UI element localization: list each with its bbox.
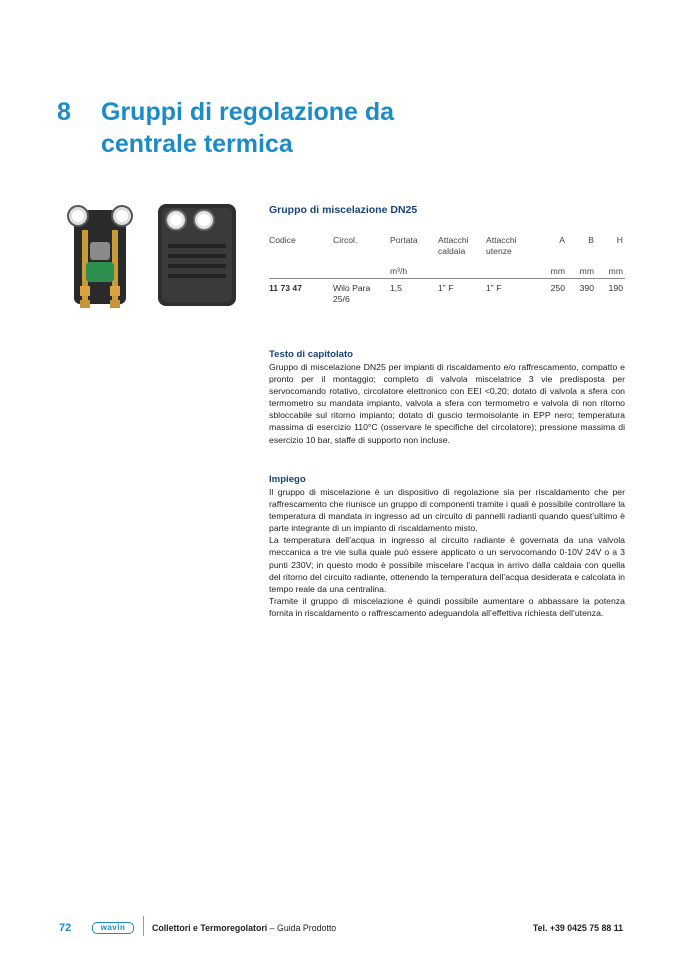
impiego-heading: Impiego bbox=[269, 474, 306, 485]
cell-circol: Wilo Para 25/6 bbox=[333, 283, 371, 304]
impiego-paragraph: Il gruppo di miscelazione è un dispositivo di regolazione sia per riscaldamento che per raffrescamento che riunisce un gruppo di componenti tramite i quali è possibile controllare la temperatura di mandata in ingresso ad un circuito di pannelli radianti quando quest’ultimo è parte integrante di un impianto di riscaldamento misto. bbox=[269, 487, 625, 534]
unit-a: mm bbox=[550, 266, 565, 276]
header-portata: Portata bbox=[390, 235, 418, 245]
cell-codice: 11 73 47 bbox=[269, 283, 302, 293]
product-images bbox=[64, 200, 244, 312]
capitolato-section bbox=[269, 349, 625, 446]
footer-divider bbox=[143, 916, 144, 936]
chapter-heading bbox=[57, 96, 421, 160]
cell-attacchi-utenze: 1" F bbox=[486, 283, 502, 293]
phone-number: Tel. +39 0425 75 88 11 bbox=[532, 923, 623, 933]
header-codice: Codice bbox=[269, 235, 296, 245]
guide-title-rest: – Guida Prodotto bbox=[267, 923, 337, 933]
capitolato-heading: Testo di capitolato bbox=[269, 349, 354, 360]
product-title: Gruppo di miscelazione DN25 bbox=[269, 204, 418, 216]
unit-b: mm bbox=[579, 266, 594, 276]
chapter-title: Gruppi di regolazione da centrale termica bbox=[101, 98, 395, 158]
impiego-paragraph: La temperatura dell’acqua in ingresso al circuito radiante è governata da una valvola meccanica a tre vie sulla quale può essere applicato o un servocomando 0-10V 24V o a 3 punti 230V; in questo modo è possibile miscelare l’acqua in arrivo dalla caldaia con quella del ritorno del circuito radiante, ottenendo la temperatura dell’acqua desiderata e calcolata in tempo reale da una centralina. bbox=[269, 535, 625, 594]
cell-portata: 1,5 bbox=[390, 283, 402, 293]
impiego-section bbox=[269, 474, 625, 619]
chapter-number: 8 bbox=[57, 98, 71, 126]
capitolato-text: Gruppo di miscelazione DN25 per impianti di riscaldamento e/o raffrescamento, compatto e pronto per il montaggio; completo di valvola miscelatrice 3 vie predisposta per servocomando rotativo, circolatore elettronico con EEI <0,20; dotato di valvola a sfera con termometro su mandata impianto, valvola a sfera con termometro e valvola di non ritorno sbloccabile sul ritorno impianto; dotato di guscio termoisolante in EPP nero; temperatura massima di esercizio 110°C (osservare le specifiche del circolatore); pressione massima di esercizio 10 bar, staffe di supporto non incluse. bbox=[269, 362, 625, 445]
wavin-logo: wavin bbox=[92, 922, 134, 934]
unit-portata: m³/h bbox=[390, 266, 408, 276]
table-divider bbox=[269, 278, 625, 279]
header-attacchi-utenze: Attacchi utenze bbox=[486, 235, 517, 256]
guide-title bbox=[152, 923, 336, 933]
header-b: B bbox=[588, 235, 594, 245]
header-attacchi-caldaia: Attacchi caldaia bbox=[438, 235, 469, 256]
guide-title-bold: Collettori e Termoregolatori bbox=[152, 923, 268, 933]
header-a: A bbox=[559, 235, 565, 245]
header-circol: Circol. bbox=[333, 235, 358, 245]
cell-attacchi-caldaia: 1" F bbox=[438, 283, 454, 293]
unit-h: mm bbox=[608, 266, 623, 276]
cell-h: 190 bbox=[608, 283, 623, 293]
cell-b: 390 bbox=[579, 283, 594, 293]
cell-a: 250 bbox=[550, 283, 565, 293]
mixing-group-insulated-image bbox=[154, 200, 240, 310]
header-h: H bbox=[616, 235, 623, 245]
mixing-group-open-image bbox=[64, 200, 136, 310]
impiego-paragraph: Tramite il gruppo di miscelazione è quindi possibile aumentare o abbassare la potenza fornita in riscaldamento o raffrescamento adeguandola all’effettiva richiesta dell’utenza. bbox=[269, 595, 625, 618]
page-footer bbox=[0, 916, 678, 940]
page-number: 72 bbox=[59, 922, 72, 934]
